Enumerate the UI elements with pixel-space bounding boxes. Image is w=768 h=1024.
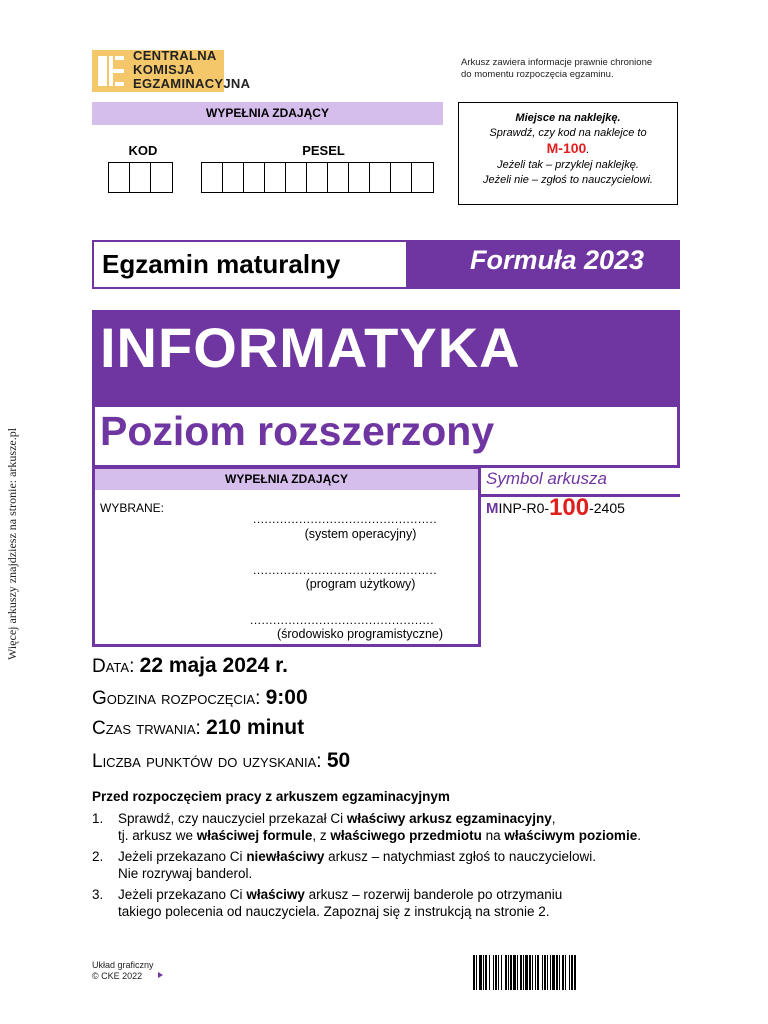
- duration-line: [92, 716, 304, 740]
- instr1-g: właściwego przedmiotu: [330, 828, 482, 843]
- instr2-a: Jeżeli przekazano Ci: [118, 849, 247, 864]
- instruction-number: 2.: [92, 849, 104, 864]
- logo-line-1: CENTRALNA: [133, 48, 217, 63]
- sticker-title: Miejsce na naklejkę.: [515, 112, 621, 124]
- symbol-label: Symbol arkusza: [486, 469, 607, 488]
- instr3-a: Jeżeli przekazano Ci: [118, 887, 247, 902]
- symbol-value: [486, 494, 625, 522]
- subject-title: INFORMATYKA: [100, 316, 521, 379]
- symbol-end: -2405: [589, 500, 625, 516]
- instruction-item: [92, 886, 682, 920]
- instr1-c: ,: [551, 811, 556, 826]
- confidentiality-note: [461, 57, 652, 81]
- sticker-yes: Jeżeli tak – przyklej naklejkę.: [497, 159, 639, 171]
- start-label: Godzina rozpoczęcia:: [92, 688, 261, 709]
- duration-label: Czas trwania:: [92, 718, 201, 739]
- instr1-f: , z: [312, 828, 331, 843]
- points-label: Liczba punktów do uzyskania:: [92, 751, 322, 772]
- top-note-line-2: do momentu rozpoczęcia egzaminu.: [461, 69, 614, 80]
- footer-line-2: © CKE 2022: [92, 971, 143, 981]
- kod-label: KOD: [128, 143, 158, 158]
- instruction-number: 3.: [92, 887, 104, 902]
- barcode: [473, 955, 681, 990]
- selection-label: WYBRANE:: [100, 501, 165, 515]
- logo-text: [133, 49, 250, 91]
- level-title: Poziom rozszerzony: [100, 408, 495, 454]
- instr1-a: Sprawdź, czy nauczyciel przekazał Ci: [118, 811, 347, 826]
- instr1-j: .: [637, 828, 641, 843]
- instr3-c: arkusz – rozerwij banderole po otrzymaniu: [304, 887, 563, 902]
- instr2-c: arkusz – natychmiast zgłoś to nauczycielowi.: [324, 849, 596, 864]
- points-line: [92, 749, 350, 773]
- logo-line-2: KOMISJA: [133, 62, 195, 77]
- symbol-mid: INP-R0-: [498, 500, 550, 516]
- instructions-list: [92, 810, 682, 924]
- instruction-item: [92, 848, 682, 882]
- instr1-h: na: [481, 828, 505, 843]
- start-line: [92, 686, 308, 710]
- fill-bar-top: WYPEŁNIA ZDAJĄCY: [92, 102, 443, 125]
- instr1-e: właściwej formule: [196, 828, 313, 843]
- pesel-field[interactable]: [201, 162, 434, 193]
- instr3-d: takiego polecenia od nauczyciela. Zapoznaj się z instrukcją na stronie 2.: [118, 904, 550, 919]
- selection-bar: WYPEŁNIA ZDAJĄCY: [95, 469, 478, 490]
- program-field[interactable]: ................................................: [253, 563, 438, 577]
- exam-type: Egzamin maturalny: [94, 242, 406, 287]
- ide-field[interactable]: ................................................: [250, 613, 435, 627]
- instruction-item: [92, 810, 682, 844]
- sticker-no: Jeżeli nie – zgłoś to nauczycielowi.: [483, 174, 653, 186]
- instr3-b: właściwy: [246, 887, 305, 902]
- date-line: [92, 654, 288, 678]
- os-caption: (system operacyjny): [304, 527, 417, 541]
- instr1-i: właściwym poziomie: [504, 828, 638, 843]
- date-value: 22 maja 2024 r.: [139, 654, 288, 677]
- logo-line-3: EGZAMINACYJNA: [133, 76, 251, 91]
- footer-line-1: Układ graficzny: [92, 960, 154, 970]
- sticker-code: M-100: [546, 140, 587, 156]
- kod-field[interactable]: [108, 162, 173, 193]
- start-value: 9:00: [265, 686, 308, 709]
- program-caption: (program użytkowy): [305, 577, 416, 591]
- exam-formula: Formuła 2023: [470, 245, 645, 275]
- instructions-heading: Przed rozpoczęciem pracy z arkuszem egzaminacyjnym: [92, 789, 450, 804]
- sticker-code-suffix: .: [586, 144, 590, 156]
- date-label: Data:: [92, 656, 135, 677]
- sticker-check: Sprawdź, czy kod na naklejce to: [489, 127, 647, 139]
- instr1-b: właściwy arkusz egzaminacyjny: [346, 811, 552, 826]
- instr2-b: niewłaściwy: [246, 849, 325, 864]
- sticker-placeholder: [458, 102, 678, 205]
- side-watermark: Więcej arkuszy znajdziesz na stronie: arkusze.pl: [5, 427, 19, 660]
- instr2-d: Nie rozrywaj banderol.: [118, 866, 253, 881]
- instr1-d: tj. arkusz we: [118, 828, 197, 843]
- points-value: 50: [326, 749, 351, 772]
- os-field[interactable]: ................................................: [253, 512, 438, 526]
- footer: [92, 960, 154, 982]
- footer-triangle-icon: [158, 972, 163, 978]
- ide-caption: (środowisko programistyczne): [276, 627, 444, 641]
- cke-logo-icon: [96, 53, 126, 89]
- top-note-line-1: Arkusz zawiera informacje prawnie chronione: [461, 57, 653, 68]
- instruction-number: 1.: [92, 811, 104, 826]
- duration-value: 210 minut: [206, 716, 305, 739]
- symbol-m: M: [486, 500, 499, 517]
- pesel-label: PESEL: [302, 143, 345, 158]
- symbol-num: 100: [549, 494, 590, 521]
